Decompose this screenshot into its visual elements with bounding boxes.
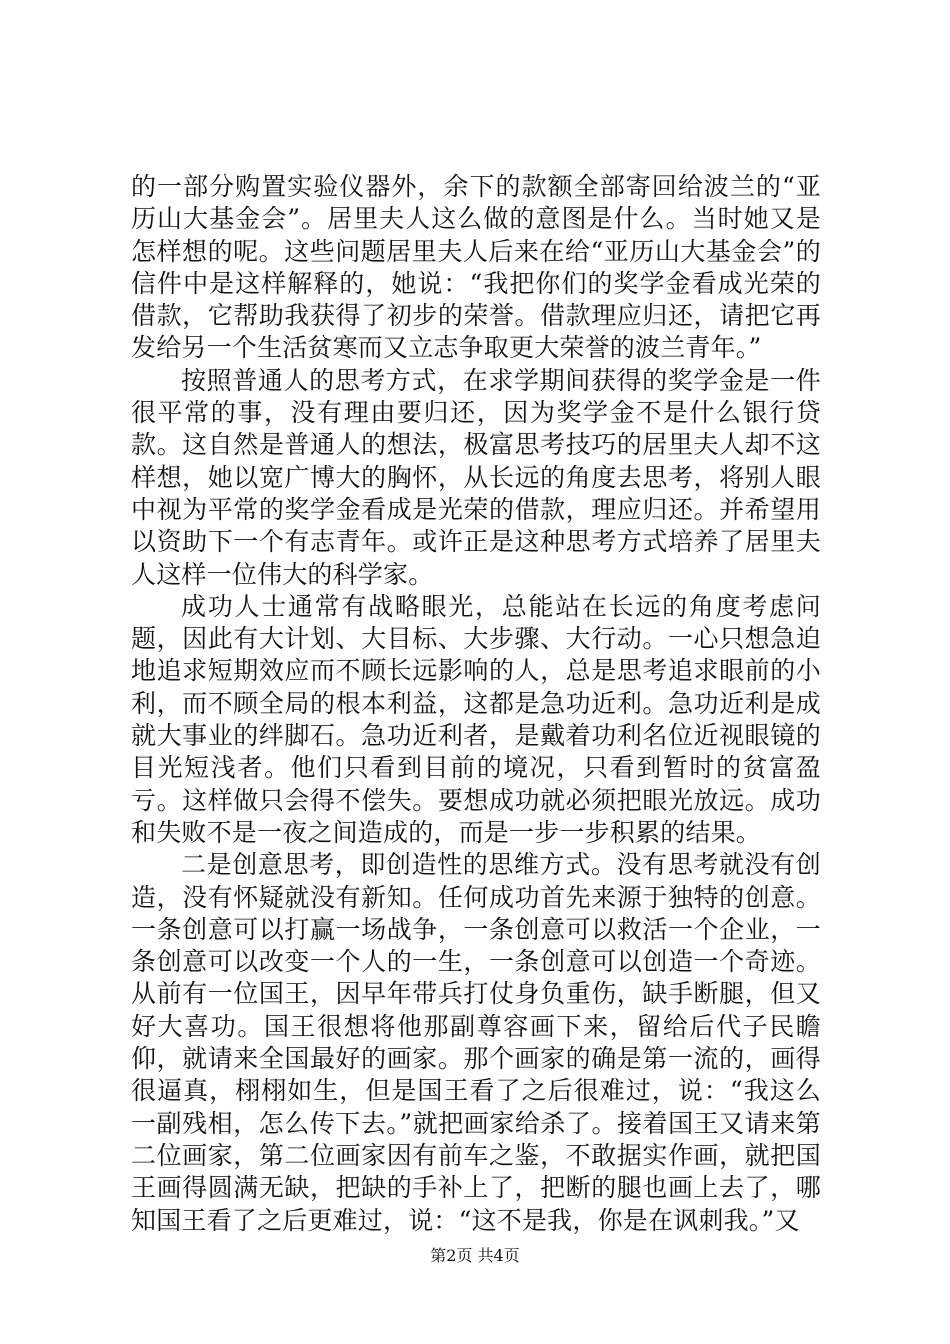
paragraph-3: 成功人士通常有战略眼光，总能站在长远的角度考虑问题，因此有大计划、大目标、大步骤、大行动。一心只想急迫地追求短期效应而不顾长远影响的人，总是思考追求眼前的小利，而不顾全局的根本利益，这都是急功近利。急功近利是成就大事业的绊脚石。急功近利者，是戴着功利名位近视眼镜的目光短浅者。他们只看到目前的境况，只看到暂时的贫富盈亏。这样做只会得不偿失。要想成功就必须把眼光放远。成功和失败不是一夜之间造成的，而是一步一步积累的结果。 (131, 591, 821, 847)
paragraph-4: 二是创意思考，即创造性的思维方式。没有思考就没有创造，没有怀疑就没有新知。任何成功首先来源于独特的创意。一条创意可以打赢一场战争，一条创意可以救活一个企业，一条创意可以改变一个人的一生，一条创意可以创造一个奇迹。从前有一位国王，因早年带兵打仗身负重伤，缺手断腿，但又好大喜功。国王很想将他那副尊容画下来，留给后代子民瞻仰，就请来全国最好的画家。那个画家的确是第一流的，画得很逼真，栩栩如生，但是国王看了之后很难过，说：“我这么一副残相，怎么传下去。”就把画家给杀了。接着国王又请来第二位画家，第二位画家因有前车之鉴，不敢据实作画，就把国王画得圆满无缺，把缺的手补上了，把断的腿也画上去了，哪知国王看了之后更难过，说：“这不是我，你是在讽刺我。”又 (131, 850, 821, 1235)
paragraph-2: 按照普通人的思考方式，在求学期间获得的奖学金是一件很平常的事，没有理由要归还，因为奖学金不是什么银行贷款。这自然是普通人的想法，极富思考技巧的居里夫人却不这样想，她以宽广博大的胸怀，从长远的角度去思考，将别人眼中视为平常的奖学金看成是光荣的借款，理应归还。并希望用以资助下一个有志青年。或许正是这种思考方式培养了居里夫人这样一位伟大的科学家。 (131, 365, 821, 589)
page-footer: 第2页 共4页 (430, 1246, 520, 1265)
paragraph-1: 的一部分购置实验仪器外，余下的款额全部寄回给波兰的“亚历山大基金会”。居里夫人这么做的意图是什么。当时她又是怎样想的呢。这些问题居里夫人后来在给“亚历山大基金会”的信件中是这样解释的，她说：“我把你们的奖学金看成光荣的借款，它帮助我获得了初步的荣誉。借款理应归还，请把它再发给另一个生活贫寒而又立志争取更大荣誉的波兰青年。” (131, 172, 821, 363)
document-body (131, 171, 821, 1237)
